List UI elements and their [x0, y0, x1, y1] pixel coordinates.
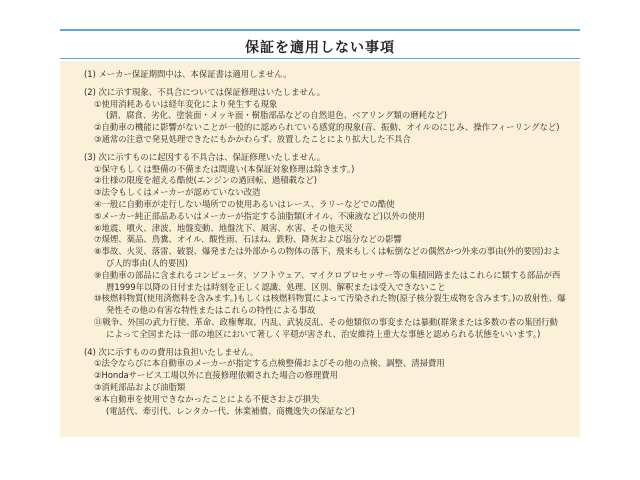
section-4 — [84, 347, 566, 418]
list-item-text: ④本自動車を使用できなかったことによる不便さおよび損失 — [94, 393, 320, 404]
list-item-text: ⑥地震、噴火、津波、地盤変動、地盤沈下、風害、水害、その他天災 — [94, 222, 353, 233]
list-item-text: ①法令ならびに本自動車のメーカーが指定する点検整備およびその他の点検、調整、清掃費用 — [94, 358, 445, 369]
section-3 — [84, 152, 566, 341]
list-item-note: (錆、腐食、劣化、塗装面・メッキ面・樹脂部品などの自然退色、ベアリング類の磨耗など) — [106, 110, 448, 121]
terms-panel — [60, 61, 580, 437]
list-item-text: ②自動車の機能に影響がないことが一般的に認められている感覚的現象(音、振動、オイルのにじみ、操作フィーリングなど) — [94, 122, 560, 133]
list-item — [84, 122, 566, 134]
list-item-text: ④一般に自動車が走行しない場所での使用あるいはレース、ラリーなどでの酷使 — [94, 198, 395, 209]
list-item — [84, 317, 566, 341]
list-item-text: ⑦煤煙、薬品、鳥糞、オイル、酸性雨、石ほね、鉄粉、降灰および塩分などの影響 — [94, 234, 402, 245]
list-item — [84, 246, 566, 270]
list-item — [84, 223, 566, 235]
title-bottom-rule — [60, 58, 580, 59]
list-item-text: ⑧事故、火災、落雷、破裂、爆発または外部からの物体の落下、飛来もしくは転倒などの偶然かつ外来の事由(外的要因)および人的事由(人的要因) — [94, 246, 561, 268]
list-item-text: ①使用消耗あるいは経年変化により発生する現象 — [94, 98, 278, 109]
section-1 — [84, 69, 566, 81]
list-item-text: ⑤メーカー純正部品あるいはメーカーが指定する油脂類(オイル、不凍液など)以外の使用 — [94, 210, 425, 221]
section-heading: (4) 次に示すものの費用は負担いたしません。 — [84, 346, 259, 357]
section-2 — [84, 87, 566, 146]
list-item — [84, 394, 566, 418]
section-heading: (2) 次に示す現象、不具合については保証修理はいたしません。 — [84, 86, 325, 97]
list-item-text: ⑨自動車の部品に含まれるコンピュータ、ソフトウェア、マイクロプロセッサー等の集積回路またはこれらに類する部品が西暦1999年以降の日付または時刻を正しく認識、処理、区別、解釈または受入できないこと — [94, 269, 561, 292]
list-item — [84, 199, 566, 211]
section-heading: (1) メーカー保証期間中は、本保証書は適用しません。 — [84, 69, 292, 79]
list-item-text: ③消耗部品および油脂類 — [94, 381, 186, 392]
list-item — [84, 187, 566, 199]
list-item — [84, 234, 566, 246]
list-item — [84, 370, 566, 382]
list-item-text: ⑪戦争、外国の武力行使、革命、政権奪取、内乱、武装反乱、その他類似の事変または暴動(群衆または多数の者の集団行動によって全国または一部の地区において著しく平穏が害され、治安維持上重大な事態と認められる状態をいいます。) — [94, 316, 558, 339]
list-item — [84, 358, 566, 370]
list-item — [84, 99, 566, 123]
list-item-text: ⑩核燃料物質(使用済燃料を含みます。)もしくは核燃料物質によって汚染された物(原子核分裂生成物を含みます。)の放射性、爆発性その他の有害な特性またはこれらの特性による事故 — [94, 293, 566, 316]
list-item-text: ②Hondaサービス工場以外に直接修理依頼された場合の修理費用 — [94, 370, 339, 381]
list-item-text: ①保守もしくは整備の不備または間違い(本保証対象修理は除きます。) — [94, 163, 355, 174]
list-item — [84, 382, 566, 394]
section-heading: (3) 次に示すものに起因する不具合は、保証修理いたしません。 — [84, 151, 326, 162]
list-item — [84, 211, 566, 223]
list-item — [84, 175, 566, 187]
list-item-text: ③法令もしくはメーカーが認めていない改造 — [94, 187, 261, 198]
list-item — [84, 164, 566, 176]
list-item — [84, 134, 566, 146]
list-item-note: (電話代、牽引代、レンタカー代、休業補償、商機逸失の保証など) — [106, 405, 355, 416]
list-item — [84, 293, 566, 317]
title-top-rule — [60, 29, 580, 31]
list-item-text: ②仕様の限度を超える酷使(エンジンの過回転、過積載など) — [94, 175, 317, 186]
list-item-text: ③通常の注意で発見処理できたにもかかわらず、放置したことにより拡大した不具合 — [94, 133, 411, 144]
page-title: 保証を適用しない事項 — [245, 40, 395, 56]
list-item — [84, 270, 566, 294]
